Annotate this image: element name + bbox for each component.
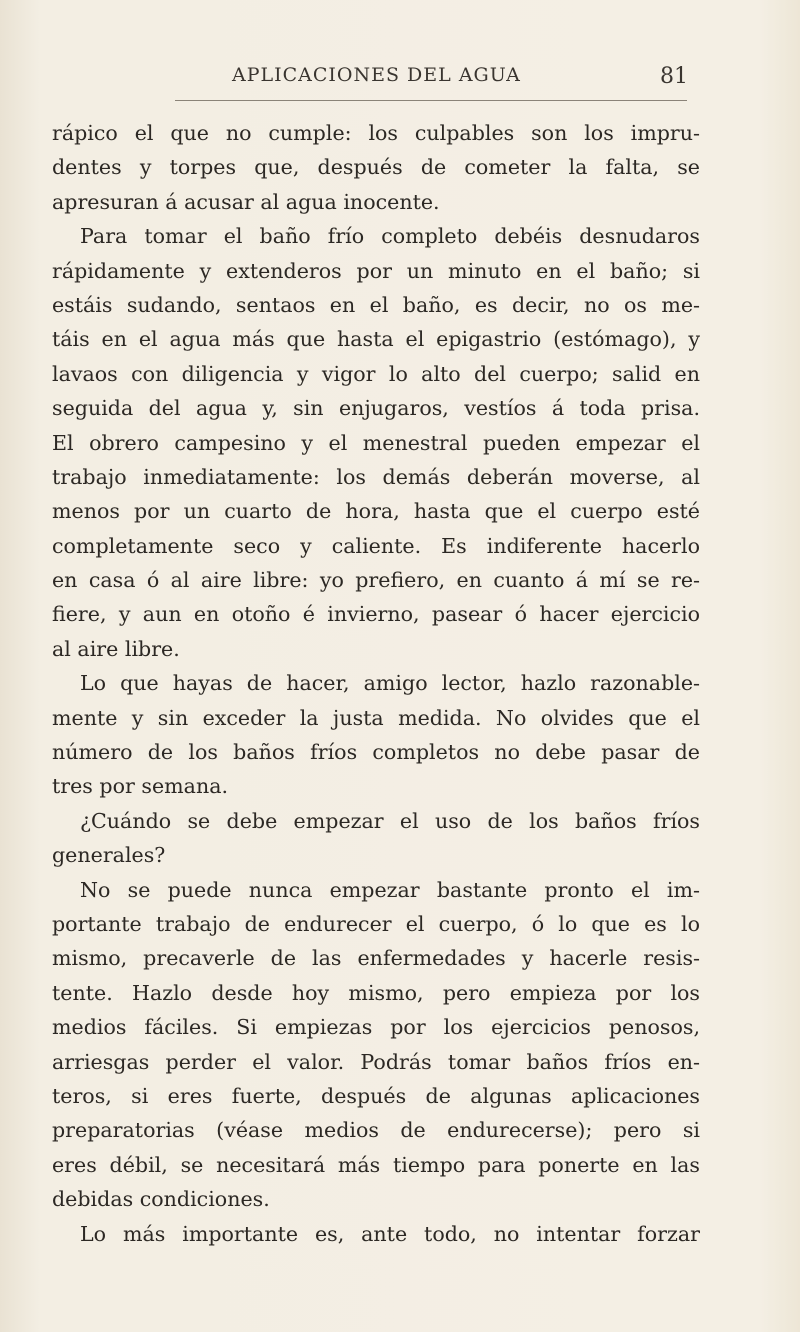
body-text xyxy=(52,116,700,1251)
text-line: portante trabajo de endurecer el cuerpo, ó lo que es lo xyxy=(52,911,700,936)
text-line: mente y sin exceder la justa medida. No olvides que el xyxy=(52,705,700,730)
text-line: Lo más importante es, ante todo, no intentar forzar xyxy=(80,1221,700,1246)
text-line: rápidamente y extenderos por un minuto en el baño; si xyxy=(52,258,700,283)
text-line: arriesgas perder el valor. Podrás tomar baños fríos en- xyxy=(52,1049,700,1074)
text-line: fiere, y aun en otoño é invierno, pasear ó hacer ejercicio xyxy=(52,602,700,627)
text-line: tres por semana. xyxy=(52,774,229,799)
text-line: lavaos con diligencia y vigor lo alto del cuerpo; salid en xyxy=(52,361,700,386)
text-line: menos por un cuarto de hora, hasta que el cuerpo esté xyxy=(52,499,700,524)
text-line: debidas condiciones. xyxy=(52,1187,270,1212)
text-line: apresuran á acusar al agua inocente. xyxy=(52,189,440,214)
header-rule xyxy=(175,100,687,101)
text-line: dentes y torpes que, después de cometer la falta, se xyxy=(52,155,700,180)
text-line: mismo, precaverle de las enfermedades y hacerle resis- xyxy=(52,946,700,971)
text-line: No se puede nunca empezar bastante pronto el im- xyxy=(80,877,700,902)
text-line: táis en el agua más que hasta el epigastrio (estómago), y xyxy=(52,327,700,352)
running-header xyxy=(232,64,688,94)
text-line: generales? xyxy=(52,843,166,868)
text-line: trabajo inmediatamente: los demás deberán moverse, al xyxy=(52,464,700,489)
text-line: preparatorias (véase medios de endurecerse); pero si xyxy=(52,1118,700,1143)
text-line: Lo que hayas de hacer, amigo lector, hazlo razonable- xyxy=(80,671,700,696)
page-number: 81 xyxy=(660,64,688,89)
text-line: estáis sudando, sentaos en el baño, es decir, no os me- xyxy=(52,292,700,317)
text-line: al aire libre. xyxy=(52,636,180,661)
text-line: tente. Hazlo desde hoy mismo, pero empieza por los xyxy=(52,980,700,1005)
text-line: completamente seco y caliente. Es indiferente hacerlo xyxy=(52,533,700,558)
text-line: teros, si eres fuerte, después de algunas aplicaciones xyxy=(52,1083,700,1108)
text-line: seguida del agua y, sin enjugaros, vestíos á toda prisa. xyxy=(52,396,700,421)
text-line: en casa ó al aire libre: yo prefiero, en cuanto á mí se re- xyxy=(52,568,700,593)
text-line: Para tomar el baño frío completo debéis desnudaros xyxy=(80,224,700,249)
text-line: número de los baños fríos completos no debe pasar de xyxy=(52,740,700,765)
text-line: ¿Cuándo se debe empezar el uso de los baños fríos xyxy=(80,808,700,833)
text-line: medios fáciles. Si empiezas por los ejercicios penosos, xyxy=(52,1015,700,1040)
text-line: eres débil, se necesitará más tiempo para ponerte en las xyxy=(52,1152,700,1177)
text-line: El obrero campesino y el menestral pueden empezar el xyxy=(52,430,700,455)
running-title: APLICACIONES DEL AGUA xyxy=(232,64,521,86)
text-line: rápico el que no cumple: los culpables son los impru- xyxy=(52,121,700,145)
